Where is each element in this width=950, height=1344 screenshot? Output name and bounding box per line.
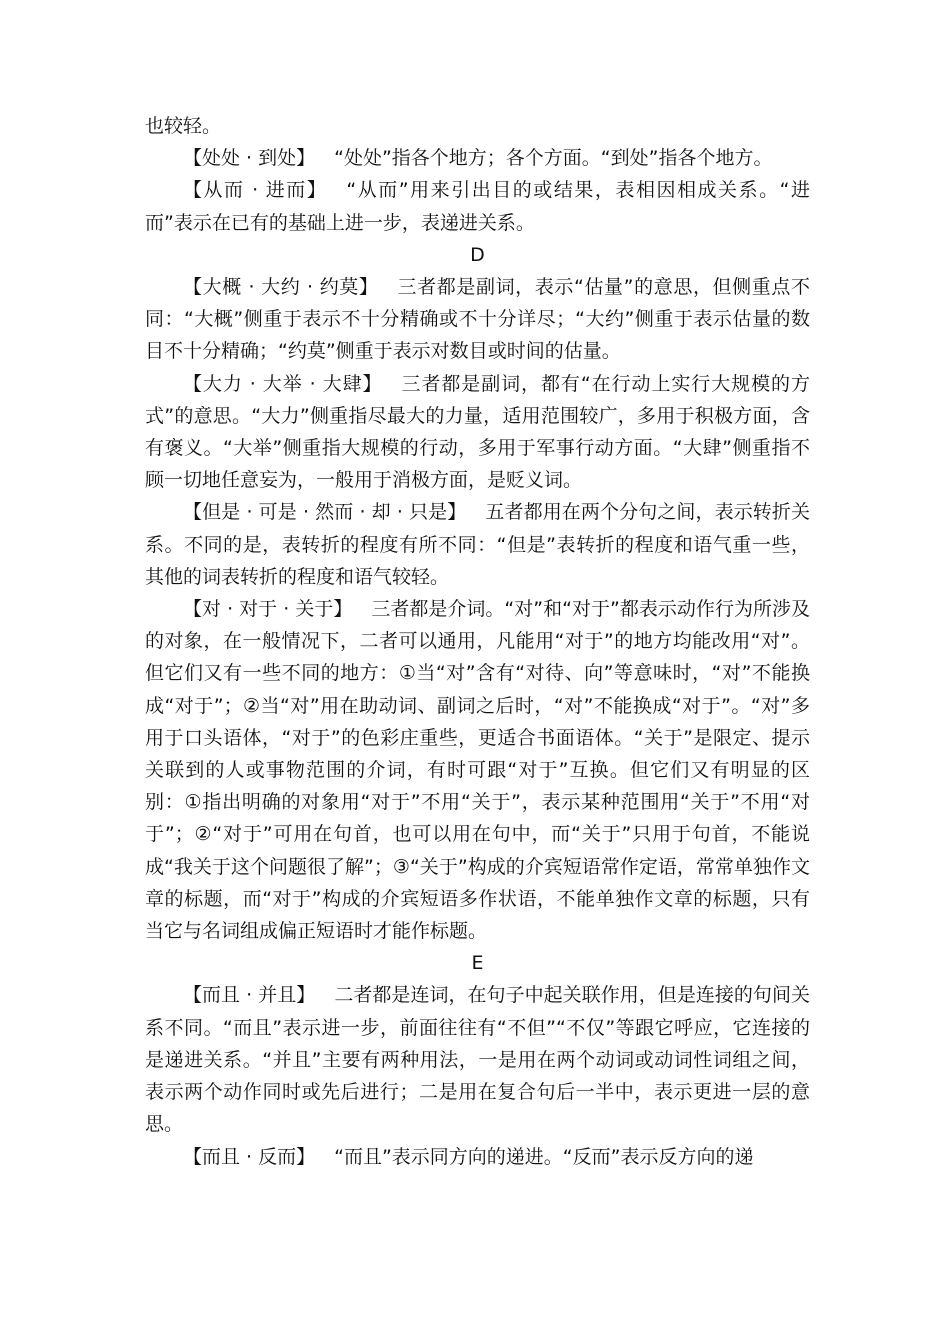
entry-term: 【处处 · 到处】 bbox=[183, 147, 316, 170]
entry-term: 【大力 · 大举 · 大肆】 bbox=[183, 372, 383, 395]
entry-text: 二者都是连词，在句子中起关联作用，但是连接的句间关系不同。“而且”表示进一步，前面往往有“不但”“不仅”等跟它呼应，它连接的是递进关系。“并且”主要有两种用法，一是用在两个动词或动词性词组之间，表示两个动作同时或先后进行；二是用在复合句后一半中，表示更进一层的意思。 bbox=[145, 984, 810, 1136]
entry-text: “处处”指各个地方；各个方面。“到处”指各个地方。 bbox=[334, 147, 773, 170]
entry-dui-duiyu-guanyu bbox=[145, 593, 810, 947]
section-heading-d: D bbox=[470, 243, 485, 266]
entry-term: 【而且 · 并且】 bbox=[183, 984, 316, 1007]
entry-text: 三者都是介词。“对”和“对于”都表示动作行为所涉及的对象，在一般情况下，二者可以通用，凡能用“对于”的地方均能改用“对”。但它们又有一些不同的地方：①当“对”含有“对待、向”等意味时，“对”不能换成“对于”；②当“对”用在助动词、副词之后时，“对”不能换成“对于”。“对”多用于口头语体，“对于”的色彩庄重些，更适合书面语体。“关于”是限定、提示关联到的人或事物范围的介词，有时可跟“对于”互换。但它们又有明显的区别：①指出明确的对象用“对于”不用“关于”，表示某种范围用“关于”不用“对于”；②“对于”可用在句首，也可以用在句中，而“关于”只用于句首，不能说成“我关于这个问题很了解”；③“关于”构成的介宾短语常作定语，常常单独作文章的标题，而“对于”构成的介宾短语多作状语，不能单独作文章的标题，只有当它与名词组成偏正短语时才能作标题。 bbox=[145, 598, 810, 943]
entry-text: 三者都是副词，都有“在行动上实行大规模的方式”的意思。“大力”侧重指尽最大的力量，适用范围较广，多用于积极方面，含有褒义。“大举”侧重指大规模的行动，多用于军事行动方面。“大肆”侧重指不顾一切地任意妄为，一般用于消极方面，是贬义词。 bbox=[145, 372, 810, 492]
paragraph-continuation: 也较轻。 bbox=[145, 115, 222, 137]
entry-erqie-faner bbox=[145, 1141, 810, 1173]
entry-term: 【从而 · 进而】 bbox=[183, 179, 328, 202]
entry-term: 【而且 · 反而】 bbox=[183, 1145, 316, 1168]
entry-text: 五者都用在两个分句之间，表示转折关系。不同的是，表转折的程度有所不同：“但是”表转折的程度和语气重一些，其他的词表转折的程度和语气较轻。 bbox=[145, 501, 810, 588]
entry-chuchu-daochu bbox=[145, 142, 810, 174]
entry-danshi-keshi bbox=[145, 496, 810, 593]
document-page bbox=[145, 110, 810, 1173]
entry-text: “而且”表示同方向的递进。“反而”表示反方向的递 bbox=[334, 1145, 754, 1168]
section-heading-e: E bbox=[471, 952, 484, 975]
entry-term: 【大概 · 大约 · 约莫】 bbox=[183, 276, 379, 299]
entry-term: 【但是 · 可是 · 然而 · 却 · 只是】 bbox=[183, 501, 467, 524]
entry-dagai-dayue-yuemo bbox=[145, 271, 810, 368]
entry-conger-jiner bbox=[145, 174, 810, 238]
entry-text: “从而”用来引出目的或结果，表相因相成关系。“进而”表示在已有的基础上进一步，表递进关系。 bbox=[145, 179, 811, 234]
entry-term: 【对 · 对于 · 关于】 bbox=[183, 598, 353, 621]
entry-text: 三者都是副词，表示“估量”的意思，但侧重点不同：“大概”侧重于表示不十分精确或不十分详尽；“大约”侧重于表示估量的数目不十分精确；“约莫”侧重于表示对数目或时间的估量。 bbox=[145, 276, 810, 363]
entry-erqie-bingqie bbox=[145, 979, 810, 1140]
entry-dali-daju-dasi bbox=[145, 368, 810, 497]
